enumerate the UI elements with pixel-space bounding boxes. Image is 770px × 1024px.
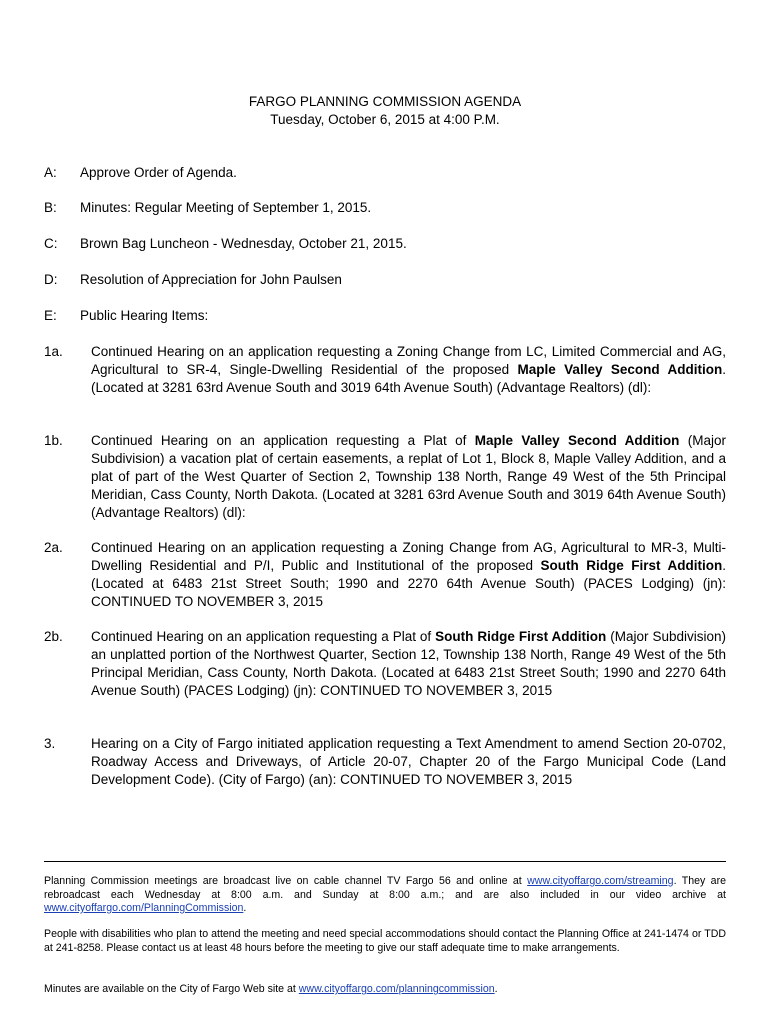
minutes-note: Minutes are available on the City of Fargo Web site at www.cityoffargo.com/planningcommission. [44, 983, 498, 995]
meeting-date: Tuesday, October 6, 2015 at 4:00 P.M. [270, 112, 500, 127]
hearing-item-1a [44, 343, 726, 397]
item-number: 1b. [44, 433, 63, 448]
item-label: B: [44, 200, 57, 215]
accessibility-note: People with disabilities who plan to attend the meeting and need special accommodations should contact the Planning Office at 241-1474 or TDD at 241-8258. Please contact us at least 48 hours before the meeting to give our staff adequate time to make arrangements. [44, 928, 726, 954]
item-number: 2b. [44, 629, 63, 644]
agenda-header [0, 93, 770, 129]
footer-divider [44, 861, 726, 862]
hearing-item-1b [44, 432, 726, 522]
hearing-item-3 [44, 735, 726, 789]
item-body: Hearing on a City of Fargo initiated application requesting a Text Amendment to amend Section 20-0702, Roadway Access and Driveways, of Article 20-07, Chapter 20 of the Fargo Municipal Code (Land Development Code). (City of Fargo) (an): CONTINUED TO NOVEMBER 3, 2015 [91, 736, 726, 787]
agenda-item-c [44, 235, 407, 253]
item-text: Resolution of Appreciation for John Paulsen [80, 272, 342, 287]
agenda-item-e [44, 307, 208, 325]
item-text: Approve Order of Agenda. [80, 165, 237, 180]
item-text: Minutes: Regular Meeting of September 1, 2015. [80, 200, 372, 215]
item-label: A: [44, 165, 57, 180]
item-number: 2a. [44, 540, 63, 555]
hearing-item-2b [44, 628, 726, 700]
item-body: Continued Hearing on an application requesting a Zoning Change from AG, Agricultural to MR-3, Multi-Dwelling Residential and P/I, Public and Institutional of the proposed South Ridge First Addition. (Located at 6483 21st Street South; 1990 and 2270 64th Avenue South) (PACES Lodging) (jn): CONTINUED TO NOVEMBER 3, 2015 [91, 540, 726, 609]
planning-commission-video-link[interactable]: www.cityoffargo.com/PlanningCommission [44, 902, 244, 914]
agenda-item-a [44, 164, 237, 182]
item-text: Brown Bag Luncheon - Wednesday, October 21, 2015. [80, 236, 407, 251]
item-number: 3. [44, 736, 56, 751]
streaming-link[interactable]: www.cityoffargo.com/streaming [527, 875, 674, 887]
minutes-link[interactable]: www.cityoffargo.com/planningcommission [298, 983, 495, 995]
agenda-item-b [44, 199, 371, 217]
item-body: Continued Hearing on an application requesting a Plat of Maple Valley Second Addition (Major Subdivision) a vacation plat of certain easements, a replat of Lot 1, Block 8, Maple Valley Addition, and a plat of part of the West Quarter of Section 2, Township 138 North, Range 49 West of the 5th Principal Meridian, Cass County, North Dakota. (Located at 3281 63rd Avenue South and 3019 64th Avenue South) (Advantage Realtors) (dl): [91, 433, 726, 520]
agenda-item-d [44, 271, 342, 289]
item-body: Continued Hearing on an application requesting a Plat of South Ridge First Addition (Major Subdivision) an unplatted portion of the Northwest Quarter, Section 12, Township 138 North, Range 49 West of the 5th Principal Meridian, Cass County, North Dakota. (Located at 6483 21st Street South; 1990 and 2270 64th Avenue South) (PACES Lodging) (jn): CONTINUED TO NOVEMBER 3, 2015 [91, 629, 726, 698]
hearing-item-2a [44, 539, 726, 611]
item-text: Public Hearing Items: [80, 308, 209, 323]
item-label: D: [44, 272, 58, 287]
item-label: E: [44, 308, 57, 323]
item-number: 1a. [44, 344, 63, 359]
item-body: Continued Hearing on an application requesting a Zoning Change from LC, Limited Commercial and AG, Agricultural to SR-4, Single-Dwelling Residential of the proposed Maple Valley Second Addition. (Located at 3281 63rd Avenue South and 3019 64th Avenue South) (Advantage Realtors) (dl): [91, 344, 726, 395]
agenda-title: FARGO PLANNING COMMISSION AGENDA [248, 94, 522, 109]
item-label: C: [44, 236, 58, 251]
broadcast-note: Planning Commission meetings are broadcast live on cable channel TV Fargo 56 and online at www.cityoffargo.com/streaming. They are rebroadcast each Wednesday at 8:00 a.m. and Sunday at 8:00 a.m.; and are also included in our video archive at www.cityoffargo.com/PlanningCommission. [44, 875, 726, 914]
